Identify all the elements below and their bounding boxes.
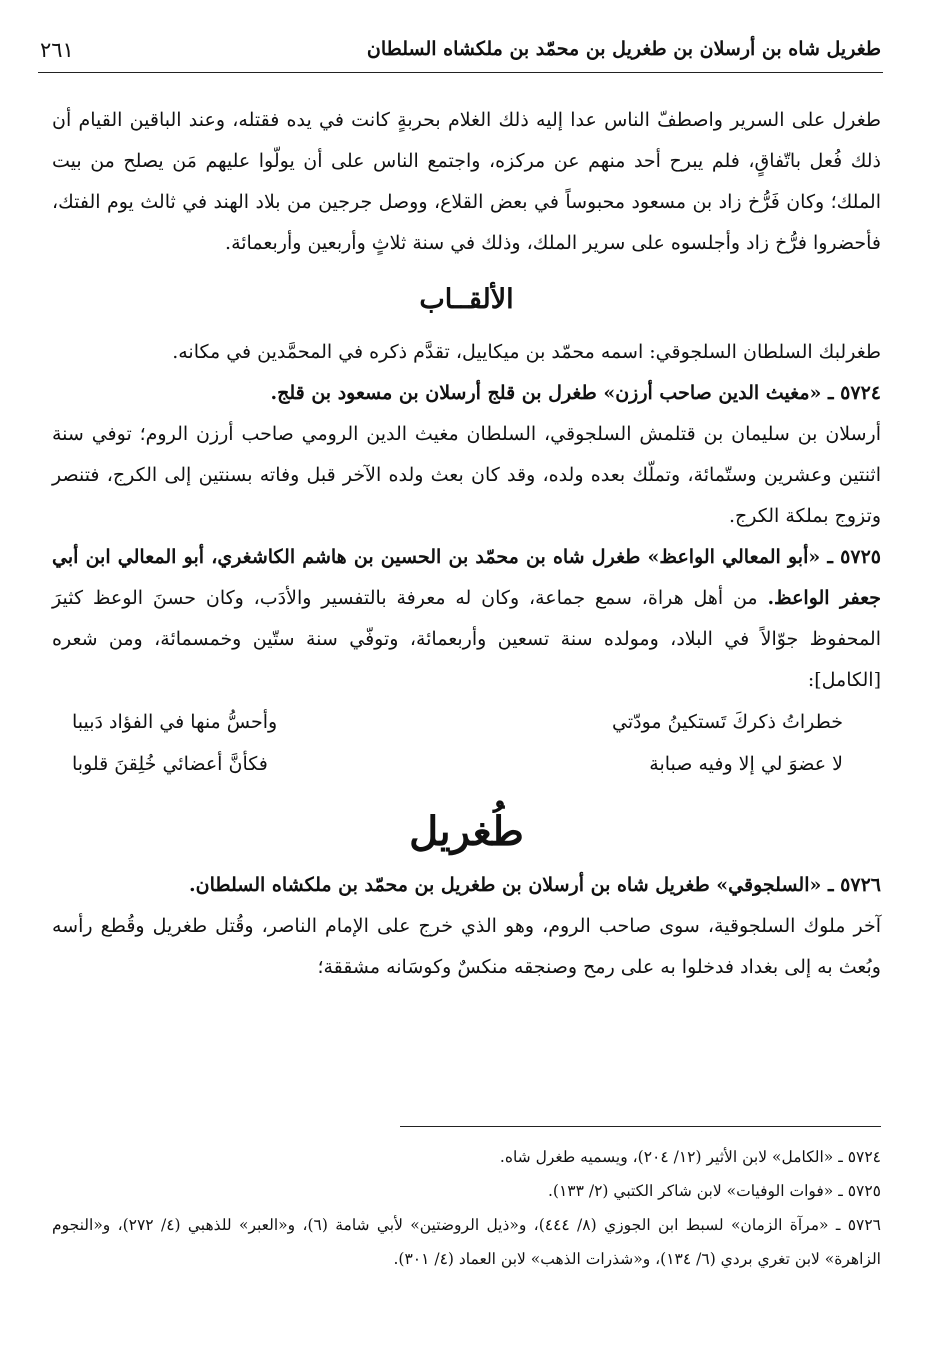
page-number: ٢٦١ [40,38,74,62]
paragraph: طغرلبك السلطان السلجوقي: اسمه محمّد بن ميكاييل، تقدَّم ذكره في المحمَّدين في مكانه. [172,341,881,363]
paragraph: طغرل على السرير واصطفّ الناس عدا إليه ذلك الغلام بحربةٍ كانت في يده فقتله، وعند الباقين القيام أن ذلك فُعل باتّفاقٍ، فلم يبرح أحد منهم عن مركزه، واجتمع الناس على أن يولّوا عليهم مَن يصلح من بيت الملك؛ وكان فَرُّخ زاد بن مسعود محبوساً في بعض القلاع، ووصل جرجين من بلاد الهند في ثالث يوم الفتك، فأحضروا فرُّخ زاد وأجلسوه على سرير الملك، وذلك في سنة ثلاثٍ وأربعين وأربعمائة. [52,109,881,254]
verse [72,701,843,743]
entry-heading: ٥٧٢٤ ـ «مغيث الدين صاحب أرزن» طغرل بن قلج أرسلان بن مسعود بن قلج. [270,382,881,404]
header-rule [38,72,883,73]
verse-first-hemistich: لا عضوَ لي إلا وفيه صبابة [649,753,843,775]
section-heading: الألقــاب [419,284,514,315]
section-heading: طُغريل [409,808,524,855]
verse-second-hemistich: فكأنَّ أعضائي خُلِقنَ قلوبا [72,753,268,775]
footnote: ٥٧٢٤ ـ «الكامل» لابن الأثير (١٢/ ٢٠٤)، ويسميه طغرل شاه. [499,1148,881,1166]
poem [52,701,881,785]
running-title: طغريل شاه بن أرسلان بن طغريل بن محمّد بن ملكشاه السلطان [366,38,881,60]
entry-body: آخر ملوك السلجوقية، سوى صاحب الروم، وهو الذي خرج على الإمام الناصر، وقُتل طغريل وقُطع رأسه وبُعث به إلى بغداد فدخلوا به على رمح وصنجقه منكسٌ وكوسَانه مشققة؛ [52,915,881,978]
footnote: ٥٧٢٦ ـ «مرآة الزمان» لسبط ابن الجوزي (٨/ ٤٤٤)، و«ذيل الروضتين» لأبي شامة (٦)، و«العبر» للذهبي (٤/ ٢٧٢)، و«النجوم الزاهرة» لابن تغري بردي (٦/ ١٣٤)، و«شذرات الذهب» لابن العماد (٤/ ٣٠١). [52,1216,882,1268]
footnote: ٥٧٢٥ ـ «فوات الوفيات» لابن شاكر الكتبي (٢/ ١٣٣). [547,1182,881,1200]
footnotes [52,1140,881,1276]
footnote-rule [400,1126,881,1127]
entry-body: أرسلان بن سليمان بن قتلمش السلجوقي، السلطان مغيث الدين الرومي صاحب أرزن الروم؛ توفي سنة اثنتين وعشرين وستّمائة، وتملّك بعده ولده، وقد كان بعث ولده الآخر قبل وفاته بسنتين إلى الكرج، فتنصر وتزوج بملكة الكرج. [52,423,881,527]
verse-second-hemistich: وأحسُّ منها في الفؤاد دَبيبا [72,711,278,733]
entry-body: من أهل هراة، سمع جماعة، وكان له معرفة بالتفسير والأدَب، وكان حسنَ الوعظ كثيرَ المحفوظ جوّالاً في البلاد، ومولده سنة تسعين وأربعمائة، وتوفّي سنة ستّين وخمسمائة، ومن شعره [الكامل]: [52,587,882,691]
page-header [40,36,881,72]
entry [52,537,881,701]
entry-heading: ٥٧٢٥ ـ «أبو المعالي الواعظ» طغرل شاه بن محمّد بن الحسين بن هاشم الكاشغري، أبو المعالي ابن أبي جعفر الواعظ. [52,546,881,609]
entry-heading: ٥٧٢٦ ـ «السلجوقي» طغريل شاه بن أرسلان بن طغريل بن محمّد بن ملكشاه السلطان. [189,874,881,896]
main-text [52,100,881,988]
verse-first-hemistich: خطراتُ ذكركَ تَستكينُ مودّتي [612,711,843,733]
verse [72,743,843,785]
